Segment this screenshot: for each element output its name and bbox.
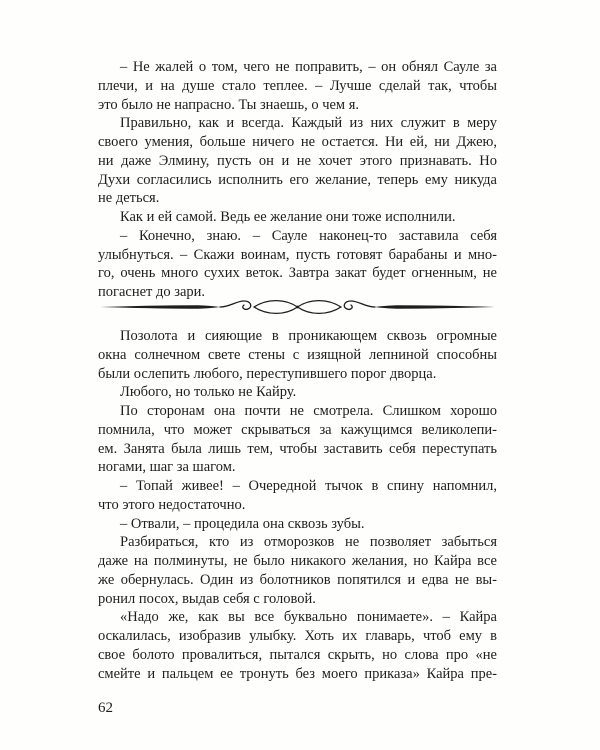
paragraph — [98, 114, 497, 208]
text-line: своего умения, больше ничего не остается. Ни ей, ни Джею, — [98, 134, 497, 150]
text-line: Духи согласились исполнить его желание, теперь ему никуда — [98, 171, 497, 188]
text-line: По сторонам она почти не смотрела. Слишком хорошо — [120, 403, 497, 419]
text-line: ронил посох, выдав себя с головой. — [98, 590, 316, 607]
text-line: – Топай живее! – Очередной тычок в спину напомнил, — [120, 478, 497, 494]
paragraph — [98, 533, 497, 608]
text-line: окна солнечном свете стены с изящной лепниной способны — [98, 346, 497, 363]
text-line: – Конечно, знаю. – Сауле наконец-то заставила себя — [120, 227, 497, 244]
text-section-top — [98, 58, 497, 302]
text-line: были ослепить любого, переступившего порог дворца. — [98, 365, 437, 382]
paragraph — [98, 477, 497, 515]
text-line: помнила, что может скрываться за кажущимся великолепи- — [98, 421, 497, 438]
ornament-left-curl — [220, 301, 251, 309]
text-line: – Отвали, – процедила она сквозь зубы. — [120, 515, 365, 532]
text-line: погаснет до зари. — [98, 284, 206, 300]
text-line: же обернулась. Один из болотников попятился и едва не вы- — [98, 571, 497, 588]
text-line: го, очень много сухих веток. Завтра закат будет огненным, не — [98, 265, 497, 282]
paragraph — [98, 327, 497, 383]
text-line: улыбнуться. – Скажи воинам, пусть готовят барабаны и мно- — [98, 246, 497, 263]
text-line: Как и ей самой. Ведь ее желание они тоже исполнили. — [120, 209, 456, 225]
ornament-right-spear — [375, 305, 495, 308]
text-line: оскалилась, изобразив улыбку. Хоть их главарь, чтоб ему в — [98, 628, 497, 644]
paragraph — [98, 383, 497, 402]
text-line: даже на полминуты, не было никакого желания, но Кайра все — [98, 553, 497, 569]
ornament-right-curl — [344, 301, 375, 309]
page-number: 62 — [98, 700, 113, 716]
text-line: ем. Занята была лишь тем, чтобы заставить себя переступать — [98, 440, 497, 457]
text-line: ни даже Элмину, пусть он и не хочет этого признавать. Но — [98, 152, 497, 169]
text-line: Правильно, как и всегда. Каждый из них служит в меру — [120, 115, 497, 132]
text-line: смейте и пальцем ее тронуть без моего приказа» Кайра пре- — [98, 665, 497, 682]
paragraph — [98, 402, 497, 477]
paragraph — [98, 208, 497, 227]
text-line: ногами, шаг за шагом. — [98, 459, 236, 476]
paragraph — [98, 608, 497, 683]
ornament-ribbon-lower — [254, 301, 341, 314]
text-line: «Надо же, как вы все буквально понимаете». – Кайра — [120, 609, 497, 626]
text-line: это было не напрасно. Ты знаешь, о чем я. — [98, 96, 360, 113]
text-line: что этого недостаточно. — [98, 496, 246, 513]
text-line: Любого, но только не Кайру. — [120, 384, 297, 401]
text-line: не деться. — [98, 190, 160, 207]
text-line: – Не жалей о том, чего не поправить, – он обнял Сауле за — [120, 59, 497, 75]
paragraph — [98, 515, 497, 534]
paragraph — [98, 227, 497, 302]
paragraph — [98, 58, 497, 114]
text-section-bottom — [98, 327, 497, 683]
text-line: Позолота и сияющие в проникающем сквозь огромные — [120, 328, 497, 344]
ornament-left-spear — [100, 305, 220, 308]
text-line: свое болото провалиться, пытался скрыть, но слова про «не — [98, 646, 497, 663]
section-divider-ornament — [98, 295, 497, 319]
text-line: плечи, и на душе стало теплее. – Лучше сделай так, чтобы — [98, 77, 497, 94]
text-line: Разбираться, кто из отморозков не позволяет забыться — [120, 534, 497, 551]
